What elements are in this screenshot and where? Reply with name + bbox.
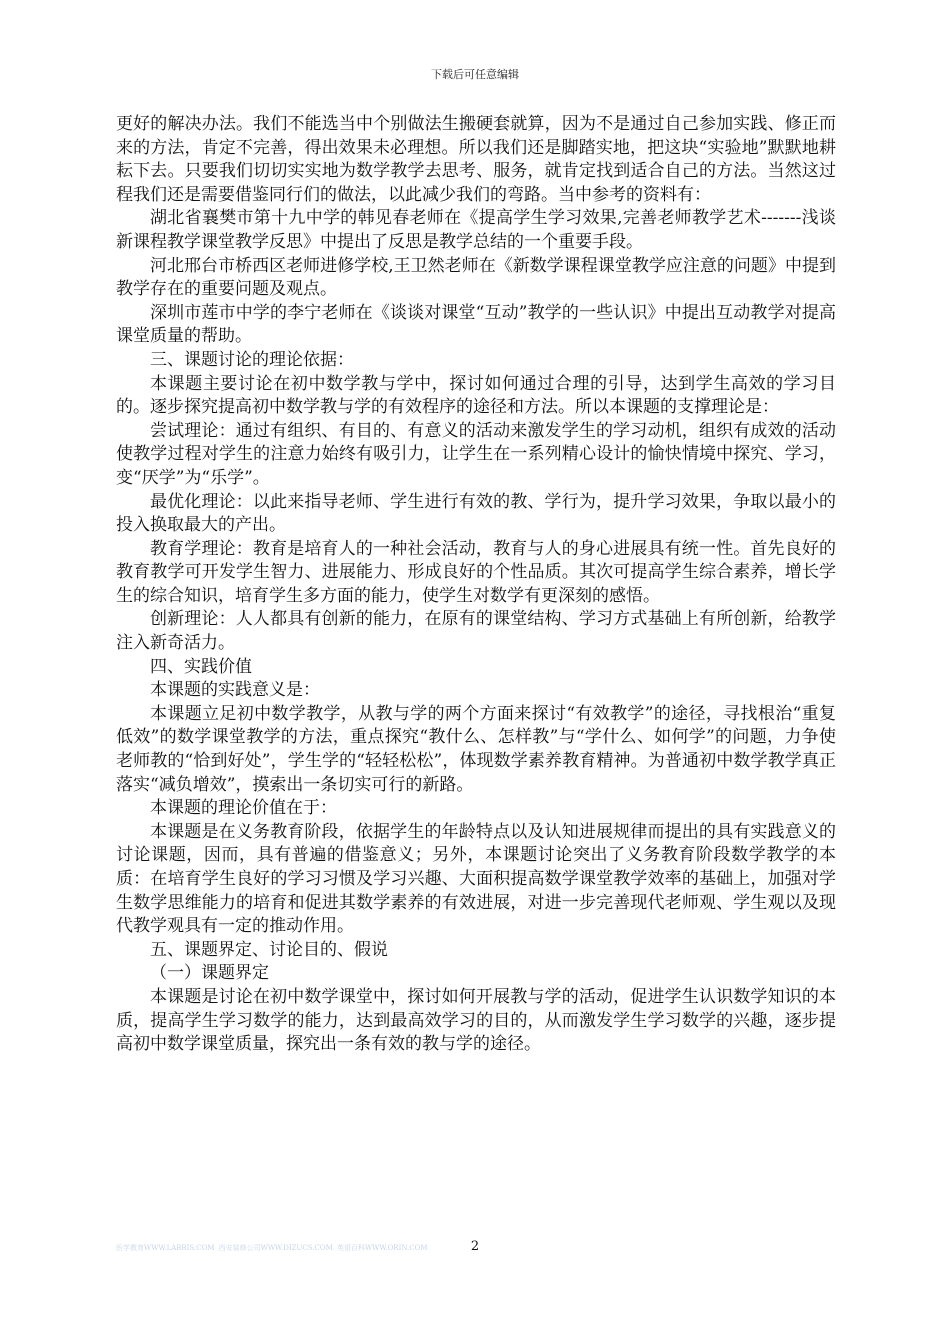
footer-link[interactable]: 医学教育WWW.LABBIS.COM [116,1244,215,1252]
paragraph: 本课题是在义务教育阶段，依据学生的年龄特点以及认知进展规律而提出的具有实践意义的讨论课题，因而，具有普遍的借鉴意义；另外，本课题讨论突出了义务教育阶段数学教学的本质：在培育学生良好的学习习惯及学习兴趣、大面积提高数学课堂教学效率的基础上，加强对学生数学思维能力的培育和促进其数学素养的有效进展，对进一步完善现代老师观、学生观以及现代教学观具有一定的推动作用。 [116,821,836,937]
paragraph: 河北邢台市桥西区老师进修学校,王卫然老师在《新数学课程课堂教学应注意的问题》中提到教学存在的重要问题及观点。 [116,255,836,300]
paragraph: 本课题的实践意义是： [150,680,320,701]
paragraph: 创新理论：人人都具有创新的能力，在原有的课堂结构、学习方式基础上有所创新，给教学注入新奇活力。 [116,609,836,654]
paragraph: 最优化理论：以此来指导老师、学生进行有效的教、学行为，提升学习效果，争取以最小的投入换取最大的产出。 [116,491,836,536]
footer-link[interactable]: 英语百科WWW.ORIN.COM [336,1244,428,1252]
paragraph: 本课题立足初中数学教学，从教与学的两个方面来探讨“有效教学”的途径，寻找根治“重复低效”的数学课堂教学的方法，重点探究“教什么、怎样教”与“学什么、如何学”的问题，力争使老师教的“恰到好处”，学生学的“轻轻松松”，体现数学素养教育精神。为普通初中数学教学真正落实“减负增效”，摸索出一条切实可行的新路。 [116,703,836,795]
page-number: 2 [470,1239,480,1254]
paragraph: 本课题是讨论在初中数学课堂中，探讨如何开展教与学的活动，促进学生认识数学知识的本质，提高学生学习数学的能力，达到最高效学习的目的，从而激发学生学习数学的兴趣，逐步提高初中数学课堂质量，探究出一条有效的教与学的途径。 [116,986,836,1055]
paragraph: 更好的解决办法。我们不能选当中个别做法生搬硬套就算，因为不是通过自己参加实践、修正而来的方法，肯定不完善，得出效果未必理想。所以我们还是脚踏实地，把这块“实验地”默默地耕耘下去。只要我们切切实实地为数学教学去思考、服务，就肯定找到适合自己的方法。当然这过程我们还是需要借鉴同行们的做法，以此减少我们的弯路。当中参考的资料有： [116,114,836,205]
subsection-heading: （一）课题界定 [150,963,269,984]
section-heading: 三、课题讨论的理论依据： [150,349,354,370]
section-heading: 四、实践价值 [150,656,252,677]
paragraph: 尝试理论：通过有组织、有目的、有意义的活动来激发学生的学习动机，组织有成效的活动使教学过程对学生的注意力始终有吸引力，让学生在一系列精心设计的愉快情境中探究、学习，变“厌学”为“乐学”。 [116,420,836,488]
paragraph: 教育学理论：教育是培育人的一种社会活动，教育与人的身心进展具有统一性。首先良好的教育教学可开发学生智力、进展能力、形成良好的个性品质。其次可提高学生综合素养，增长学生的综合知识，培育学生多方面的能力，使学生对数学有更深刻的感悟。 [116,538,836,606]
section-heading: 五、课题界定、讨论目的、假说 [150,939,388,960]
document-body [116,113,836,1057]
paragraph: 本课题主要讨论在初中数学教与学中，探讨如何通过合理的引导，达到学生高效的学习目的。逐步探究提高初中数学教与学的有效程序的途径和方法。所以本课题的支撑理论是： [116,373,836,418]
header-note: 下载后可任意编辑 [431,68,519,81]
paragraph: 本课题的理论价值在于： [150,798,337,819]
footer-link[interactable]: 西安装修公司WWW.DIZUCS.COM [218,1244,333,1252]
paragraph: 深圳市莲市中学的李宁老师在《谈谈对课堂“互动”教学的一些认识》中提出互动教学对提高课堂质量的帮助。 [116,302,836,347]
paragraph: 湖北省襄樊市第十九中学的韩见春老师在《提高学生学习效果,完善老师教学艺术-------浅谈新课程教学课堂教学反思》中提出了反思是教学总结的一个重要手段。 [116,208,836,252]
